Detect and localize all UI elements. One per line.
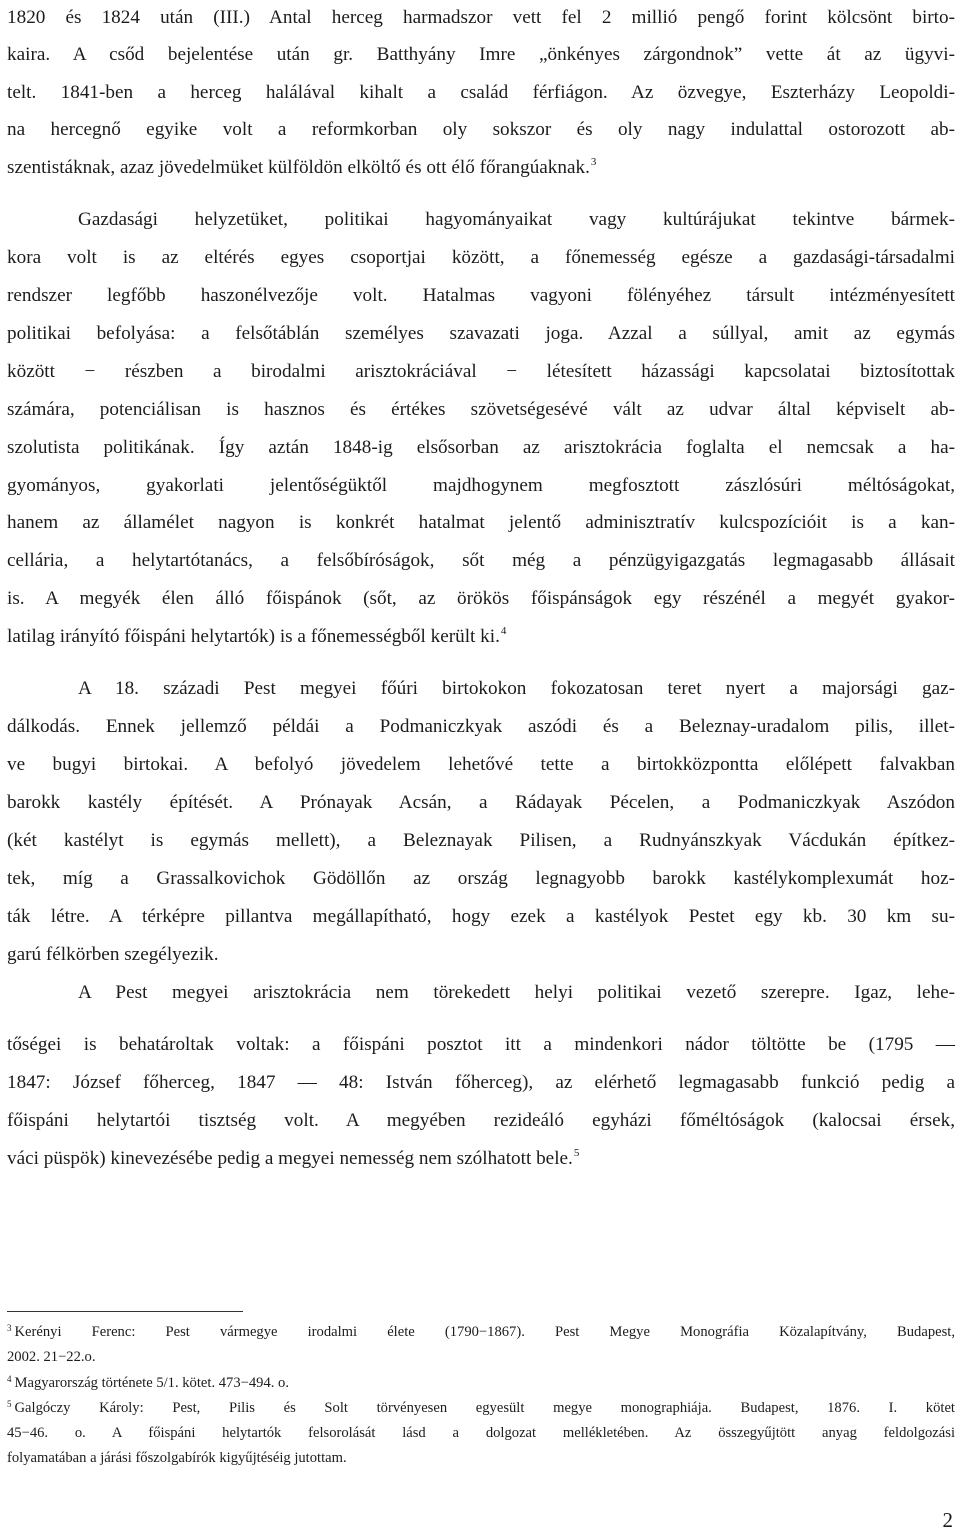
body-line-text: szentistáknak, azaz jövedelmüket külföldön elköltő és ott élő főrangúaknak. [7, 157, 590, 178]
body-line [7, 1144, 955, 1174]
body-line [7, 395, 955, 425]
body-line-text: gyományos, gyakorlati jelentőségüktől majdhogynem megfosztott zászlósúri méltóságokat, [7, 475, 955, 496]
body-line [7, 1106, 955, 1136]
body-line [7, 153, 955, 183]
body-line [7, 902, 955, 932]
footnote-marker: 3 [7, 1323, 12, 1333]
body-line-text: A 18. századi Pest megyei főúri birtokokon fokozatosan teret nyert a majorsági gaz- [78, 678, 955, 699]
footnote-line [7, 1398, 955, 1419]
body-line [7, 940, 955, 970]
body-line [7, 864, 955, 894]
body-line-text: tek, míg a Grassalkovichok Gödöllőn az ország legnagyobb barokk kastélykomplexumát hoz- [7, 868, 955, 889]
body-line [7, 1068, 955, 1098]
footnote-text: Kerényi Ferenc: Pest vármegye irodalmi élete (1790−1867). Pest Megye Monográfia Közalapítvány, Budapest, [14, 1324, 955, 1340]
body-line [7, 750, 955, 780]
body-line [7, 357, 955, 387]
body-line [78, 978, 955, 1008]
body-line [7, 281, 955, 311]
footnote-reference: 4 [500, 625, 507, 637]
footnote-text: 45−46. o. A főispáni helytartók felsorolását lásd a dolgozat mellékletében. Az összegyűjtött anyag feldolgozási [7, 1425, 955, 1441]
body-line-text: főispáni helytartói tisztség volt. A megyében rezideáló egyházi főméltóságok (kalocsai érsek, [7, 1110, 955, 1131]
page-number: 2 [942, 1508, 953, 1532]
body-line-text: telt. 1841-ben a herceg halálával kihalt a család férfiágon. Az özvegye, Eszterházy Leopoldi- [7, 82, 955, 103]
body-line-text: tőségei is behatároltak voltak: a főispáni posztot itt a mindenkori nádor töltötte be (1795 — [7, 1034, 955, 1055]
body-line-text: Gazdasági helyzetüket, politikai hagyományaikat vagy kultúrájukat tekintve bármek- [78, 209, 955, 230]
body-line-text: 1847: József főherceg, 1847 — 48: István főherceg), az elérhető legmagasabb funkció pedig a [7, 1072, 955, 1093]
body-line-text: ták létre. A térképre pillantva megállapítható, hogy ezek a kastélyok Pestet egy kb. 30 km su- [7, 906, 955, 927]
footnote-marker: 5 [7, 1399, 12, 1409]
body-line-text: kaira. A csőd bejelentése után gr. Batthyány Imre „önkényes zárgondnok” vette át az ügyvi- [7, 44, 955, 65]
footnote-text: Magyarország története 5/1. kötet. 473−494. o. [14, 1375, 289, 1391]
body-line-text: hanem az államélet nagyon is konkrét hatalmat jelentő adminisztratív kulcspozícióit is a kan- [7, 512, 955, 533]
footnote-line [7, 1423, 955, 1444]
body-line [7, 471, 955, 501]
body-line [7, 319, 955, 349]
body-line-text: garú félkörben szegélyezik. [7, 944, 219, 965]
body-line-text: latilag irányító főispáni helytartók) is a főnemességből került ki. [7, 626, 500, 647]
body-line-text: 1820 és 1824 után (III.) Antal herceg harmadszor vett fel 2 millió pengő forint kölcsönt birto- [7, 7, 955, 28]
body-line [78, 674, 955, 704]
footnote-line [7, 1448, 955, 1469]
body-line-text: barokk kastély építését. A Prónayak Acsán, a Rádayak Pécelen, a Podmaniczkyak Aszódon [7, 792, 955, 813]
body-line [7, 433, 955, 463]
footnote-reference: 5 [573, 1147, 580, 1159]
body-line-text: szolutista politikának. Így aztán 1848-ig elsősorban az arisztokrácia foglalta el nemcsak a ha- [7, 437, 955, 458]
body-line-text: váci püspök) kinevezésébe pedig a megyei nemesség nem szólhatott bele. [7, 1148, 573, 1169]
body-line [7, 1030, 955, 1060]
body-line-text: között − részben a birodalmi arisztokráciával − létesített házassági kapcsolatai biztosítottak [7, 361, 955, 382]
footnote-line [7, 1373, 955, 1394]
footnote-text: folyamatában a járási főszolgabírók kigyűjtéséig jutottam. [7, 1450, 347, 1466]
footnote-line [7, 1322, 955, 1343]
body-line-text: rendszer legfőbb haszonélvezője volt. Hatalmas vagyoni fölényéhez társult intézményesített [7, 285, 955, 306]
body-line [78, 205, 955, 235]
body-line-text: (két kastélyt is egymás mellett), a Beleznayak Pilisen, a Rudnyánszkyak Vácdukán építkez- [7, 830, 955, 851]
body-line [7, 40, 955, 70]
body-line-text: politikai befolyása: a felsőtáblán személyes szavazati joga. Azzal a súllyal, amit az egymás [7, 323, 955, 344]
body-line-text: dálkodás. Ennek jellemző példái a Podmaniczkyak aszódi és a Beleznay-uradalom pilis, illet- [7, 716, 955, 737]
body-line [7, 3, 955, 33]
body-line [7, 584, 955, 614]
body-line [7, 508, 955, 538]
body-line-text: na hercegnő egyike volt a reformkorban oly sokszor és oly nagy indulattal ostorozott ab- [7, 119, 955, 140]
footnote-marker: 4 [7, 1374, 12, 1384]
footnote-line [7, 1347, 955, 1368]
footnote-reference: 3 [590, 156, 597, 168]
body-line [7, 546, 955, 576]
footnote-separator [7, 1311, 243, 1312]
body-line [7, 78, 955, 108]
body-line-text: cellária, a helytartótanács, a felsőbíróságok, sőt még a pénzügyigazgatás legmagasabb állásait [7, 550, 955, 571]
body-line [7, 115, 955, 145]
body-line [7, 243, 955, 273]
body-line [7, 712, 955, 742]
body-line-text: ve bugyi birtokai. A befolyó jövedelem lehetővé tette a birtokközpontta előlépett falvakban [7, 754, 955, 775]
body-line [7, 622, 955, 652]
body-line [7, 826, 955, 856]
footnote-text: 2002. 21−22.o. [7, 1349, 96, 1365]
body-line-text: A Pest megyei arisztokrácia nem törekedett helyi politikai vezető szerepre. Igaz, lehe- [78, 982, 955, 1003]
body-line-text: is. A megyék élen álló főispánok (sőt, az örökös főispánságok egy részénél a megyét gyakor- [7, 588, 955, 609]
body-line [7, 788, 955, 818]
footnote-text: Galgóczy Károly: Pest, Pilis és Solt törvényesen egyesült megye monographiája. Budapest, 1876. I. kötet [14, 1400, 955, 1416]
body-line-text: kora volt is az eltérés egyes csoportjai között, a főnemesség egésze a gazdasági-társadalmi [7, 247, 955, 268]
body-line-text: számára, potenciálisan is hasznos és értékes szövetségesévé vált az udvar által képviselt ab- [7, 399, 955, 420]
